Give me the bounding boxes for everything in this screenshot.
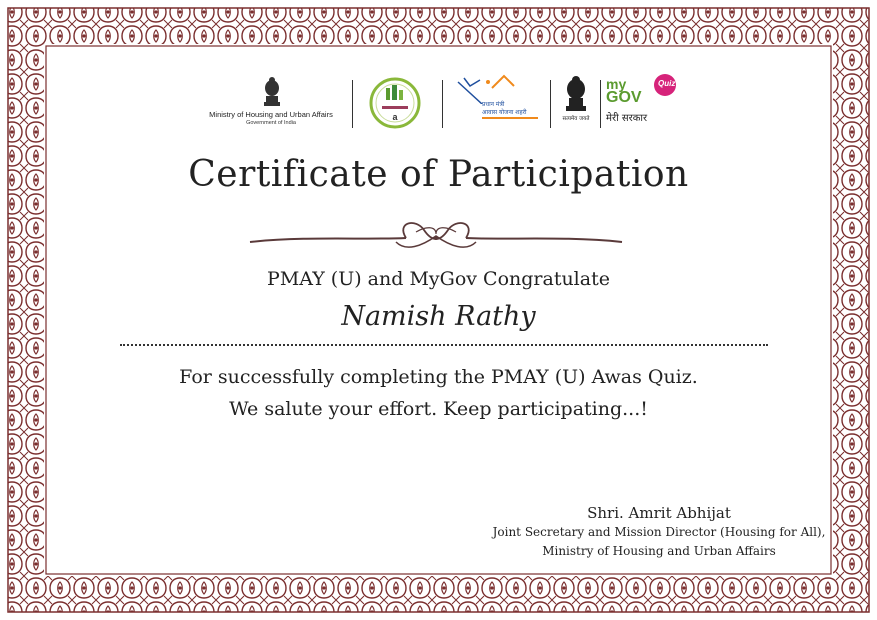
pmay-hindi-line1: प्रधान मंत्री: [482, 101, 505, 108]
signatory-title: Joint Secretary and Mission Director (Housing for All),: [492, 525, 826, 539]
mohua-subtitle: Government of India: [246, 120, 296, 126]
mohua-logo: [196, 74, 346, 134]
city-wreath-icon: [362, 74, 432, 134]
lion-capital-icon: [556, 74, 596, 114]
recipient-name: Namish Rathy: [341, 301, 536, 332]
mohua-name: Ministry of Housing and Urban Affairs: [209, 110, 333, 119]
name-dotted-line: [120, 344, 768, 346]
certificate-body: [46, 46, 831, 574]
national-emblem-logo: [556, 74, 596, 134]
pmay-underline: [482, 117, 538, 119]
certificate-title: Certificate of Participation: [188, 154, 689, 195]
ashoka-emblem-icon: [196, 74, 346, 110]
mygov-logo: [606, 74, 696, 134]
message-line-2: We salute your effort. Keep participating...!: [229, 398, 648, 420]
svg-text:a: a: [392, 112, 398, 122]
flourish-divider: [246, 216, 626, 256]
logo-divider: [352, 80, 353, 128]
logo-divider: [442, 80, 443, 128]
signatory-organization: Ministry of Housing and Urban Affairs: [542, 544, 776, 558]
pmay-hindi-line2: आवास योजना शहरी: [482, 109, 527, 116]
circular-green-logo: [362, 74, 432, 134]
emblem-motto: सत्यमेव जयते: [562, 116, 590, 122]
mygov-my: my: [606, 76, 627, 92]
logo-strip: [196, 74, 696, 134]
logo-divider: [550, 80, 551, 128]
logo-divider: [600, 80, 601, 128]
pmay-logo: [452, 74, 544, 134]
signatory-name: Shri. Amrit Abhijat: [587, 504, 731, 522]
mygov-quiz: Quiz: [658, 79, 676, 88]
mygov-gov: GOV: [606, 89, 642, 106]
mygov-hindi: मेरी सरकार: [606, 113, 648, 124]
congratulate-line: PMAY (U) and MyGov Congratulate: [267, 268, 610, 290]
message-line-1: For successfully completing the PMAY (U) Awas Quiz.: [179, 366, 698, 388]
